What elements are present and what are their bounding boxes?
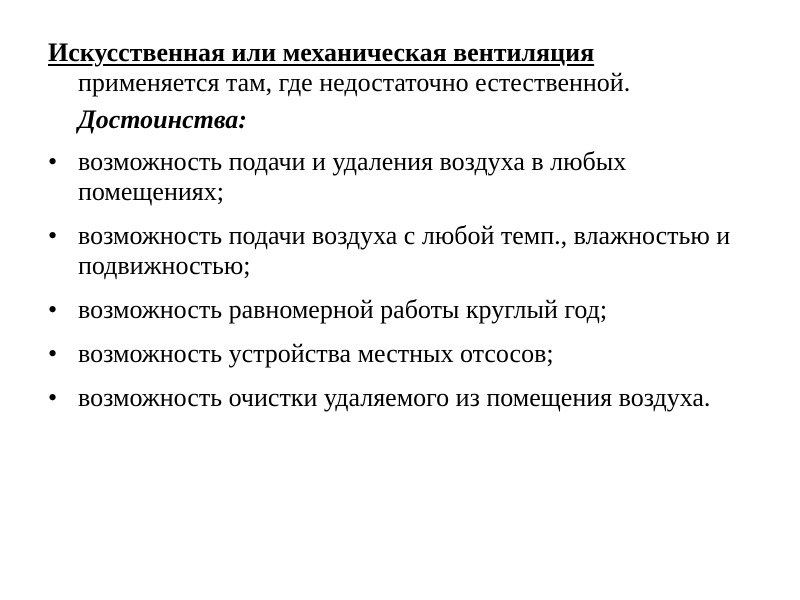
intro-paragraph: [48, 38, 748, 98]
slide-content: [48, 38, 748, 427]
list-item-text: возможность подачи и удаления воздуха в любых помещениях;: [78, 147, 627, 206]
list-item-text: возможность устройства местных отсосов;: [78, 339, 554, 368]
intro-text: применяется там, где недостаточно естественной.: [78, 68, 631, 97]
bullet-icon: •: [48, 147, 58, 176]
advantages-list: [48, 147, 748, 413]
bullet-icon: •: [48, 221, 58, 250]
advantages-heading: Достоинства:: [78, 105, 247, 134]
list-item: [48, 221, 748, 281]
list-item-text: возможность равномерной работы круглый год;: [78, 295, 608, 324]
list-item: [48, 295, 748, 325]
list-item-text: возможность подачи воздуха с любой темп., влажностью и подвижностью;: [78, 221, 731, 280]
intro-title: Искусственная или механическая вентиляция: [48, 38, 595, 67]
list-item: [48, 147, 748, 207]
bullet-icon: •: [48, 295, 58, 324]
bullet-icon: •: [48, 339, 58, 368]
list-item: [48, 339, 748, 369]
bullet-icon: •: [48, 383, 58, 412]
list-item-text: возможность очистки удаляемого из помещения воздуха.: [78, 383, 711, 412]
list-item: [48, 383, 748, 413]
